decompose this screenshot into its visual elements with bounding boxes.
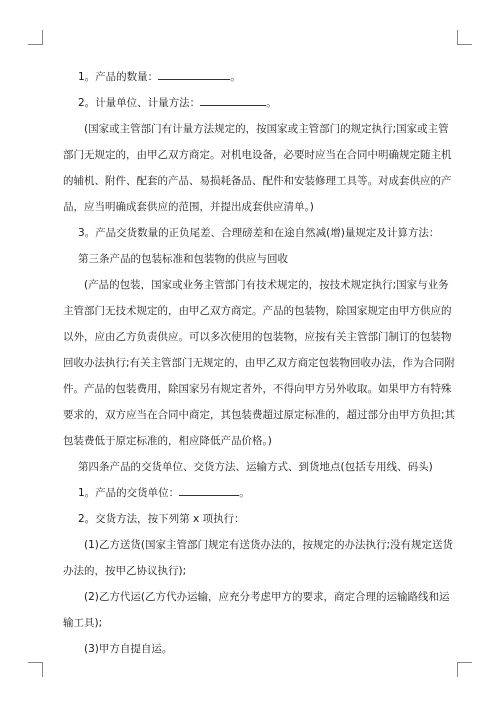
article3-title: 第三条产品的包装标准和包装物的供应与回收 bbox=[78, 253, 288, 265]
para2-line-7: 包装费低于原定标准的，相应降低产品价格。) bbox=[63, 435, 272, 447]
option3: (3)甲方自提自运。 bbox=[84, 643, 173, 655]
delivery-unit-blank bbox=[179, 484, 239, 496]
item-delivery-unit bbox=[63, 480, 438, 506]
para2-line-4: 回收办法执行;有关主管部门无规定的，由甲乙双方商定包装物回收办法，作为合同附 bbox=[63, 357, 456, 369]
item-quantity bbox=[63, 64, 438, 90]
para1-line-2: 部门无规定的，由甲乙双方商定。对机电设备，必要时应当在合同中明确规定随主机 bbox=[63, 149, 452, 161]
para1-line-3: 的辅机、附件、配套的产品、易损耗备品、配件和安装修理工具等。对成套供应的产 bbox=[63, 175, 452, 187]
item-unit-label: 2。计量单位、计量方法： bbox=[78, 97, 201, 109]
delivery-unit-suffix: 。 bbox=[239, 487, 250, 499]
para2-line-3: 以外，应由乙方负责供应。可以多次使用的包装物，应按有关主管部门制订的包装物 bbox=[63, 331, 452, 343]
unit-blank bbox=[200, 94, 266, 106]
item-tolerance: 3。产品交货数量的正负尾差、合理磅差和在途自然减(增)量规定及计算方法： bbox=[78, 227, 440, 239]
crop-mark-bottom-right bbox=[457, 662, 472, 677]
item-unit-suffix: 。 bbox=[266, 97, 277, 109]
option2-line-2: 输工具); bbox=[63, 617, 103, 629]
option2-line-1: (2)乙方代运(乙方代办运输，应充分考虑甲方的要求，商定合理的运输路线和运 bbox=[84, 591, 450, 603]
item-quantity-label: 1。产品的数量： bbox=[78, 71, 159, 83]
para2-line-2: 主管部门无技术规定的，由甲乙双方商定。产品的包装物，除国家规定由甲方供应的 bbox=[63, 305, 452, 317]
option1-line-2: 办法的，按甲乙协议执行); bbox=[63, 565, 187, 577]
crop-mark-bottom-left bbox=[28, 662, 43, 677]
para2-line-5: 件。产品的包装费用，除国家另有规定者外，不得向甲方另外收取。如果甲方有特殊 bbox=[63, 383, 452, 395]
quantity-blank bbox=[158, 68, 230, 80]
para2-line-1: (产品的包装，国家或业务主管部门有技术规定的，按技术规定执行;国家与业务 bbox=[84, 279, 449, 291]
article4-title: 第四条产品的交货单位、交货方法、运输方式、到货地点(包括专用线、码头) bbox=[78, 461, 433, 473]
para1-line-4: 品，应当明确成套供应的范围，并提出成套供应清单。) bbox=[63, 201, 314, 213]
item-quantity-suffix: 。 bbox=[230, 71, 241, 83]
crop-mark-top-right bbox=[457, 30, 472, 45]
document-body bbox=[63, 64, 456, 662]
delivery-unit-label: 1。产品的交货单位： bbox=[78, 487, 180, 499]
crop-mark-top-left bbox=[28, 30, 43, 45]
item-unit-method bbox=[63, 90, 438, 116]
item-delivery-method: 2。交货方法，按下列第 x 项执行： bbox=[78, 513, 245, 525]
para1-line-1: (国家或主管部门有计量方法规定的，按国家或主管部门的规定执行;国家或主管 bbox=[84, 123, 449, 135]
para2-line-6: 要求的，双方应当在合同中商定，其包装费超过原定标准的，超过部分由甲方负担;其 bbox=[63, 409, 456, 421]
option1-line-1: (1)乙方送货(国家主管部门规定有送货办法的，按规定的办法执行;没有规定送货 bbox=[84, 539, 454, 551]
